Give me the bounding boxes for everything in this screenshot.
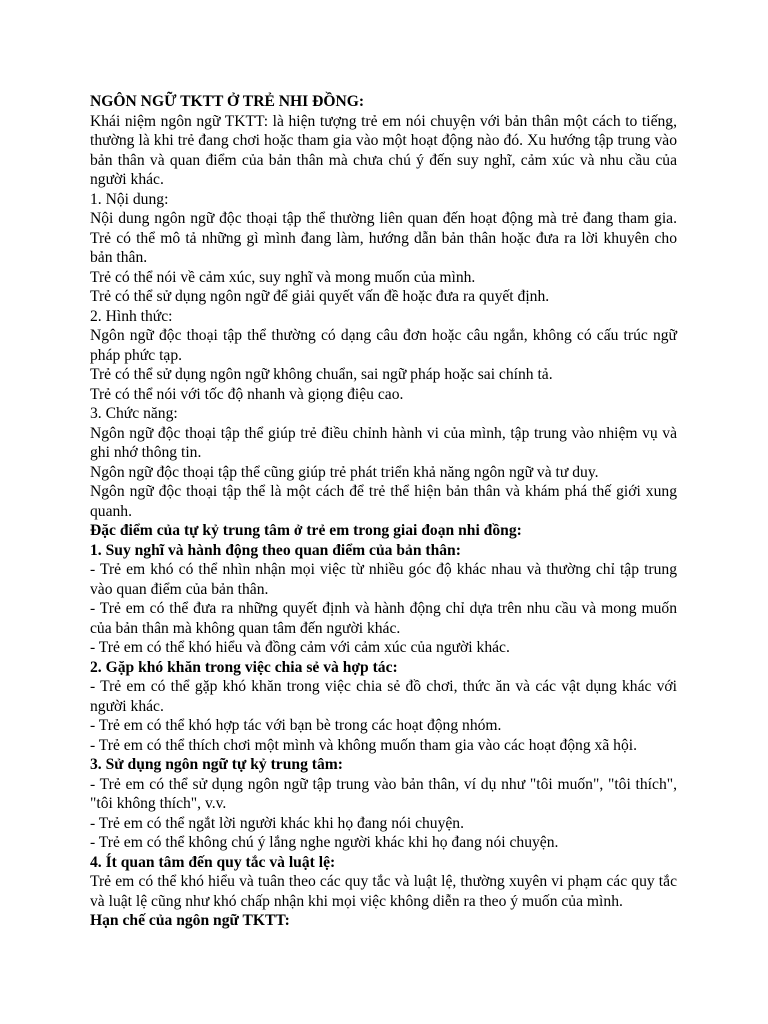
paragraph: 1. Nội dung: bbox=[90, 190, 169, 208]
section-heading: Hạn chế của ngôn ngữ TKTT: bbox=[90, 912, 290, 929]
paragraph: - Trẻ em có thể khó hợp tác với bạn bè trong các hoạt động nhóm. bbox=[90, 717, 502, 734]
paragraph: - Trẻ em có thể gặp khó khăn trong việc chia sẻ đồ chơi, thức ăn và các vật dụng khác với người khác. bbox=[90, 678, 677, 715]
paragraph: Ngôn ngữ độc thoại tập thể là một cách để trẻ thể hiện bản thân và khám phá thế giới xung quanh. bbox=[90, 483, 677, 520]
paragraph: Nội dung ngôn ngữ độc thoại tập thể thường liên quan đến hoạt động mà trẻ đang tham gia. Trẻ có thể mô tả những gì mình đang làm, hướng dẫn bản thân hoặc đưa ra lời khuyên cho bản thân. bbox=[90, 210, 677, 266]
section-heading: 3. Sử dụng ngôn ngữ tự kỷ trung tâm: bbox=[90, 756, 343, 773]
section-heading: 2. Gặp khó khăn trong việc chia sẻ và hợp tác: bbox=[90, 658, 398, 676]
paragraph: 3. Chức năng: bbox=[90, 405, 178, 422]
section-heading: 1. Suy nghĩ và hành động theo quan điểm của bản thân: bbox=[90, 541, 461, 559]
paragraph: Trẻ có thể sử dụng ngôn ngữ không chuẩn, sai ngữ pháp hoặc sai chính tả. bbox=[90, 366, 553, 383]
paragraph: - Trẻ em khó có thể nhìn nhận mọi việc từ nhiều góc độ khác nhau và thường chỉ tập trung vào quan điểm của bản thân. bbox=[90, 561, 677, 598]
document-body bbox=[90, 112, 677, 931]
paragraph: - Trẻ em có thể không chú ý lắng nghe người khác khi họ đang nói chuyện. bbox=[90, 834, 559, 851]
paragraph: Trẻ có thể nói về cảm xúc, suy nghĩ và mong muốn của mình. bbox=[90, 268, 476, 286]
paragraph: Trẻ có thể sử dụng ngôn ngữ để giải quyết vấn đề hoặc đưa ra quyết định. bbox=[90, 288, 550, 305]
document-page bbox=[90, 92, 677, 931]
paragraph: - Trẻ em có thể sử dụng ngôn ngữ tập trung vào bản thân, ví dụ như "tôi muốn", "tôi thích", "tôi không thích", v.v. bbox=[90, 775, 677, 812]
paragraph: Ngôn ngữ độc thoại tập thể thường có dạng câu đơn hoặc câu ngắn, không có cấu trúc ngữ pháp phức tạp. bbox=[90, 327, 677, 364]
paragraph: - Trẻ em có thể đưa ra những quyết định và hành động chỉ dựa trên nhu cầu và mong muốn của bản thân mà không quan tâm đến người khác. bbox=[90, 600, 677, 637]
paragraph: - Trẻ em có thể thích chơi một mình và không muốn tham gia vào các hoạt động xã hội. bbox=[90, 736, 637, 754]
paragraph: - Trẻ em có thể ngắt lời người khác khi họ đang nói chuyện. bbox=[90, 814, 465, 832]
paragraph: Trẻ em có thể khó hiểu và tuân theo các quy tắc và luật lệ, thường xuyên vi phạm các quy tắc và luật lệ cũng như khó chấp nhận khi mọi việc không diễn ra theo ý muốn của mình. bbox=[90, 873, 677, 910]
paragraph: Ngôn ngữ độc thoại tập thể giúp trẻ điều chỉnh hành vi của mình, tập trung vào nhiệm vụ và ghi nhớ thông tin. bbox=[90, 424, 677, 461]
section-heading: 4. Ít quan tâm đến quy tắc và luật lệ: bbox=[90, 853, 336, 871]
paragraph: Trẻ có thể nói với tốc độ nhanh và giọng điệu cao. bbox=[90, 385, 404, 403]
paragraph: Khái niệm ngôn ngữ TKTT: là hiện tượng trẻ em nói chuyện với bản thân một cách to tiếng, thường là khi trẻ đang chơi hoặc tham gia vào một hoạt động nào đó. Xu hướng tập trung vào bản thân và quan điểm của bản thân mà chưa chú ý đến suy nghĩ, cảm xúc và nhu cầu của người khác. bbox=[90, 112, 677, 188]
paragraph: - Trẻ em có thể khó hiểu và đồng cảm với cảm xúc của người khác. bbox=[90, 639, 510, 656]
document-title: NGÔN NGỮ TKTT Ở TRẺ NHI ĐỒNG: bbox=[90, 93, 365, 110]
paragraph: 2. Hình thức: bbox=[90, 307, 173, 325]
section-heading: Đặc điểm của tự kỷ trung tâm ở trẻ em trong giai đoạn nhi đồng: bbox=[90, 522, 522, 539]
paragraph: Ngôn ngữ độc thoại tập thể cũng giúp trẻ phát triển khả năng ngôn ngữ và tư duy. bbox=[90, 463, 599, 481]
